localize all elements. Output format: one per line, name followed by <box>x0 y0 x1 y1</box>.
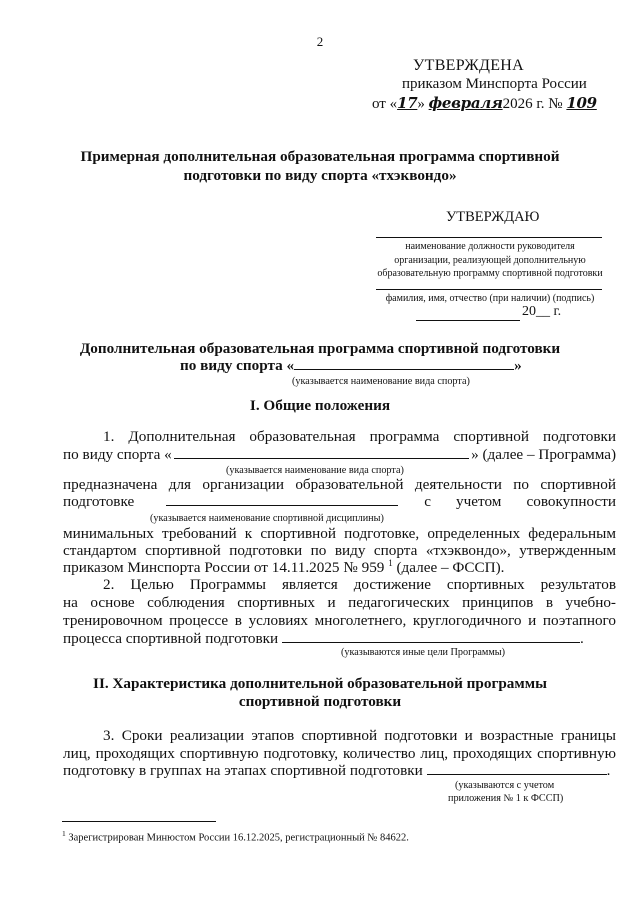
program-title-line1: Дополнительная образовательная программа спортивной подготовки <box>79 340 561 357</box>
date-day-handwritten: 17 <box>397 94 418 112</box>
p1-line6: стандартом спортивной подготовки по виду спорта «тхэквондо», утвержденным <box>63 542 616 559</box>
p2-caption-goals: (указываются иные цели Программы) <box>341 647 506 658</box>
p2-line4-prefix: процесса спортивной подготовки <box>63 630 279 647</box>
main-title-line2: подготовки по виду спорта «тхэквондо» <box>183 167 457 184</box>
p1-caption-sport: (указывается наименование вида спорта) <box>226 465 404 476</box>
p3-caption-line1: (указываются с учетом <box>455 780 555 791</box>
p1-line2-suffix: » (далее – Программа) <box>471 446 616 463</box>
approve-caption-line2: организации, реализующей дополнительную <box>394 255 586 266</box>
approve-caption-line3: образовательную программу спортивной подготовки <box>377 268 603 279</box>
p1-line7-prefix: приказом Минспорта России от 14.11.2025 № 959 <box>63 559 385 577</box>
p2-line2: на основе соблюдения спортивных и педагогических принципов в учебно- <box>63 594 616 611</box>
footnote-separator <box>62 821 216 822</box>
p1-line3: предназначена для организации образовательной деятельности по спортивной <box>63 476 616 493</box>
p1-line7 <box>63 558 504 577</box>
p3-line3-prefix: подготовку в группах на этапах спортивной подготовки <box>63 762 423 779</box>
p1-sport-blank <box>174 446 469 459</box>
date-year: 2026 г. № <box>502 96 563 112</box>
date-prefix: от « <box>372 96 398 112</box>
p1-line2-prefix: по виду спорта « <box>63 446 172 463</box>
footnote <box>62 829 409 844</box>
approve-year: 20__ г. <box>522 304 562 319</box>
section2-heading-line1: II. Характеристика дополнительной образовательной программы <box>93 675 547 692</box>
p1-line7-suffix: (далее – ФССП). <box>396 559 505 577</box>
p1-line5: минимальных требований к спортивной подготовке, определенных федеральным <box>63 525 616 542</box>
approve-caption-name: фамилия, имя, отчество (при наличии) (подпись) <box>385 293 595 304</box>
section1-heading: I. Общие положения <box>249 397 391 414</box>
p3-line3-suffix: . <box>606 762 611 779</box>
footnote-text: Зарегистрирован Минюстом России 16.12.2025, регистрационный № 84622. <box>68 832 409 844</box>
p1-line4-prefix: подготовке <box>63 493 135 510</box>
p3-line2: лиц, проходящих спортивную подготовку, количество лиц, проходящих спортивную <box>63 745 616 762</box>
approval-order-text: приказом Минспорта России <box>402 76 587 92</box>
footnote-ref-mark: 1 <box>388 558 393 568</box>
p3-line3 <box>63 762 610 780</box>
sport-name-blank <box>294 357 514 370</box>
p2-line4 <box>63 630 584 648</box>
p2-line4-suffix: . <box>579 630 584 647</box>
p1-caption-discipline: (указывается наименование спортивной дисциплины) <box>150 513 384 524</box>
program-title-line2 <box>180 357 522 375</box>
page-number: 2 <box>316 34 324 49</box>
position-signature-line <box>376 237 602 238</box>
p2-line1: 2. Целью Программы является достижение спортивных результатов <box>103 576 616 593</box>
p1-line2 <box>63 446 616 464</box>
p3-line1: 3. Сроки реализации этапов спортивной подготовки и возрастные границы <box>103 727 616 744</box>
program-title-caption: (указывается наименование вида спорта) <box>292 376 470 387</box>
p1-line1: 1. Дополнительная образовательная программа спортивной подготовки <box>103 428 616 445</box>
p1-discipline-blank <box>166 493 398 506</box>
p2-goals-blank <box>282 630 580 643</box>
date-mid: » <box>417 96 425 112</box>
approved-heading: УТВЕРЖДЕНА <box>413 57 525 74</box>
p3-stages-blank <box>427 762 607 775</box>
approve-label: УТВЕРЖДАЮ <box>446 209 540 225</box>
program-title-prefix: по виду спорта « <box>180 357 295 374</box>
order-number-handwritten: 109 <box>566 94 597 112</box>
footnote-mark: 1 <box>62 829 66 838</box>
p1-line4-suffix: с учетом совокупности <box>424 493 616 510</box>
approve-caption-line1: наименование должности руководителя <box>405 241 575 252</box>
main-title-line1: Примерная дополнительная образовательная программа спортивной <box>80 148 560 165</box>
approval-date-line <box>372 94 597 113</box>
section2-heading-line2: спортивной подготовки <box>238 693 402 710</box>
program-title-suffix: » <box>514 357 522 374</box>
date-month-handwritten: февраля <box>428 94 503 112</box>
p3-caption-line2: приложения № 1 к ФССП) <box>448 793 564 804</box>
p1-line4 <box>63 493 616 511</box>
date-blank-line <box>416 320 520 321</box>
p2-line3: тренировочном процессе в условиях многолетнего, круглогодичного и поэтапного <box>63 612 616 629</box>
name-signature-line <box>376 289 602 290</box>
